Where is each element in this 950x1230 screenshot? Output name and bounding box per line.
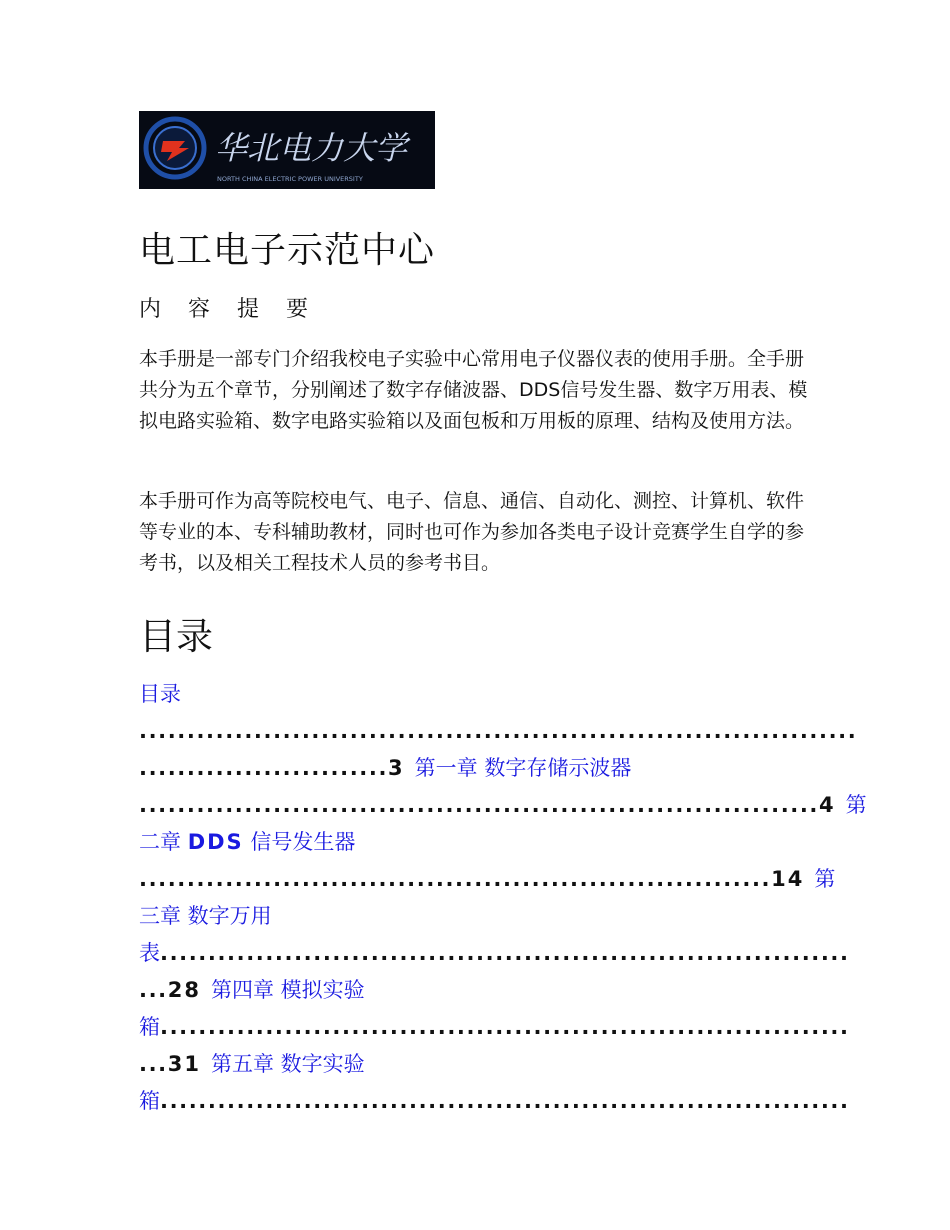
toc-link-toc[interactable]: 目录 [139,682,181,706]
toc-leader: ... [139,978,168,1002]
toc-line-4 [139,787,867,824]
toc-link-chapter-5-end[interactable]: 箱 [139,1089,160,1113]
toc-link-chapter-2[interactable] [139,830,355,854]
toc-line-6 [139,861,836,898]
toc-leader: ........................................................................... [139,719,858,743]
toc-page-number: 4 [819,793,836,817]
toc-line-7 [139,898,819,935]
toc-chapter-2-rest: 信号发生器 [243,830,356,854]
toc-leader: ........................................................................ [160,941,850,965]
logo-chinese-name: 华北电力大学 [215,129,408,167]
toc-line-2 [139,713,858,750]
toc-link-chapter-3[interactable]: 三章 数字万用 [139,904,272,928]
toc-leader: .................................................................. [139,867,772,891]
toc-link-chapter-3-start[interactable]: 第 [814,867,836,891]
toc-line-3 [139,750,819,787]
toc-line-8 [139,935,850,972]
summary-heading: 内 容 提 要 [139,297,318,322]
toc-link-chapter-5[interactable]: 第五章 数字实验 [210,1052,365,1076]
toc-page-number: 14 [771,867,805,891]
toc-line-11 [139,1046,819,1083]
toc-leader: ....................................................................... [139,793,820,817]
university-logo [139,111,435,189]
toc-leader: .......................... [139,756,389,780]
toc-line-9 [139,972,819,1009]
table-of-contents [139,676,867,1120]
toc-heading: 目录 [139,615,213,658]
toc-link-chapter-2-start[interactable]: 第 [845,793,867,817]
toc-link-chapter-3-end[interactable]: 表 [139,941,160,965]
toc-line-1 [139,676,819,713]
toc-chapter-2-dds: DDS [187,830,244,854]
toc-link-chapter-4-end[interactable]: 箱 [139,1015,160,1039]
toc-line-12 [139,1083,850,1120]
toc-line-5 [139,824,819,861]
university-emblem [139,111,435,189]
toc-link-chapter-1[interactable]: 第一章 数字存储示波器 [414,756,632,780]
toc-link-chapter-4[interactable]: 第四章 模拟实验 [210,978,365,1002]
toc-page-number: 3 [388,756,405,780]
logo-english-name: NORTH CHINA ELECTRIC POWER UNIVERSITY [217,175,363,183]
toc-page-number: 28 [167,978,201,1002]
toc-page-number: 31 [167,1052,201,1076]
page-title: 电工电子示范中心 [139,230,436,271]
toc-leader: ........................................................................ [160,1015,850,1039]
toc-leader: ... [139,1052,168,1076]
toc-chapter-2-part: 二章 [139,830,188,854]
toc-line-10 [139,1009,850,1046]
summary-paragraph-2: 本手册可作为高等院校电气、电子、信息、通信、自动化、测控、计算机、软件等专业的本、专科辅助教材，同时也可作为参加各类电子设计竞赛学生自学的参考书，以及相关工程技术人员的参考书目。 [139,490,805,574]
summary-paragraph-1: 本手册是一部专门介绍我校电子实验中心常用电子仪器仪表的使用手册。全手册共分为五个章节，分别阐述了数字存储波器、DDS信号发生器、数字万用表、模拟电路实验箱、数字电路实验箱以及面包板和万用板的原理、结构及使用方法。 [139,348,808,432]
toc-leader: ........................................................................ [160,1089,850,1113]
